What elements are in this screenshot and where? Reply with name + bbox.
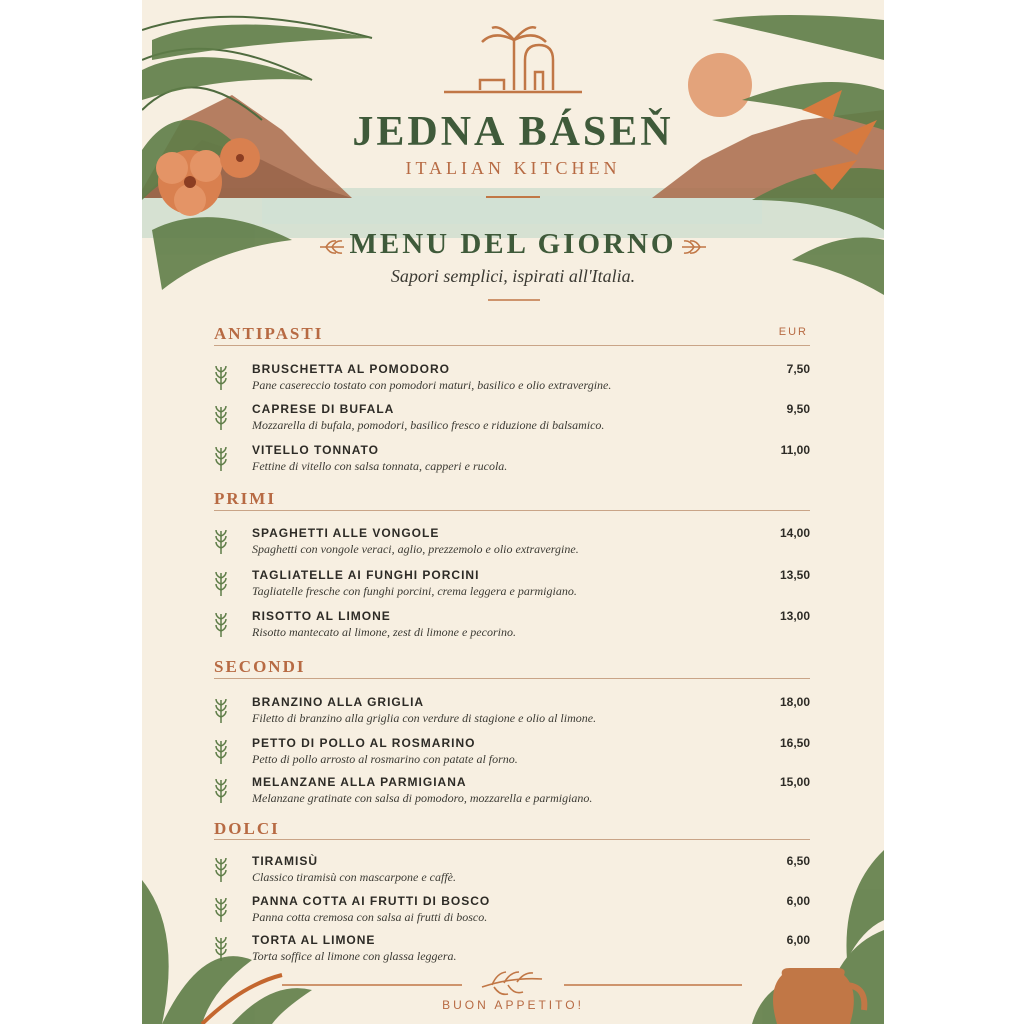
- menu-item: [214, 362, 810, 402]
- menu-item: [214, 526, 810, 566]
- item-name: BRUSCHETTA AL POMODORO: [252, 362, 450, 376]
- leaf-sprig-icon: [214, 404, 228, 430]
- item-description: Risotto mantecato al limone, zest di limone e pecorino.: [252, 625, 516, 639]
- section-divider: [214, 839, 810, 840]
- restaurant-name: JEDNA BÁSEŇ: [352, 109, 674, 155]
- section-title-primi: PRIMI: [214, 489, 276, 508]
- menu-item: [214, 568, 810, 608]
- leaf-sprig-icon: [214, 935, 228, 961]
- item-name: TAGLIATELLE AI FUNGHI PORCINI: [252, 568, 480, 582]
- menu-item: [214, 443, 810, 483]
- leaf-sprig-icon: [214, 570, 228, 596]
- section-title-secondi: SECONDI: [214, 657, 306, 676]
- item-price: 13,00: [779, 609, 810, 623]
- section-title-antipasti: ANTIPASTI: [214, 324, 324, 343]
- item-description: Petto di pollo arrosto al rosmarino con patate al forno.: [252, 752, 518, 766]
- menu-item: [214, 894, 810, 934]
- item-price: 18,00: [779, 695, 810, 709]
- leaf-sprig-icon: [214, 611, 228, 637]
- item-price: 6,50: [786, 854, 810, 868]
- menu-item: [214, 609, 810, 649]
- restaurant-subtitle: ITALIAN KITCHEN: [405, 158, 621, 178]
- leaf-sprig-icon: [214, 777, 228, 803]
- item-name: RISOTTO AL LIMONE: [252, 609, 391, 623]
- footer-text: BUON APPETITO!: [442, 998, 584, 1012]
- currency-label: EUR: [778, 326, 808, 338]
- item-description: Filetto di branzino alla griglia con verdure di stagione e olio al limone.: [252, 711, 597, 725]
- item-name: SPAGHETTI ALLE VONGOLE: [252, 526, 440, 540]
- menu-item: [214, 775, 810, 815]
- section-title-dolci: DOLCI: [214, 819, 280, 838]
- section-divider: [214, 678, 810, 679]
- leaf-sprig-icon: [214, 364, 228, 390]
- item-description: Pane casereccio tostato con pomodori maturi, basilico e olio extravergine.: [252, 378, 612, 392]
- item-name: CAPRESE DI BUFALA: [252, 402, 395, 416]
- item-price: 6,00: [786, 933, 810, 947]
- leaf-sprig-icon: [214, 528, 228, 554]
- item-name: TORTA AL LIMONE: [252, 933, 376, 947]
- item-description: Classico tiramisù con mascarpone e caffè.: [252, 870, 456, 884]
- menu-item: [214, 736, 810, 776]
- item-description: Torta soffice al limone con glassa leggera.: [252, 949, 457, 963]
- item-description: Spaghetti con vongole veraci, aglio, prezzemolo e olio extravergine.: [252, 542, 579, 556]
- item-description: Panna cotta cremosa con salsa ai frutti di bosco.: [252, 910, 488, 924]
- item-price: 15,00: [779, 775, 810, 789]
- item-name: TIRAMISÙ: [252, 854, 318, 868]
- menu-item: [214, 402, 810, 442]
- section-divider: [214, 510, 810, 511]
- item-price: 11,00: [780, 443, 810, 457]
- menu-page: [142, 0, 884, 1024]
- item-price: 14,00: [779, 526, 810, 540]
- leaf-sprig-icon: [214, 445, 228, 471]
- leaf-sprig-icon: [214, 896, 228, 922]
- item-name: BRANZINO ALLA GRIGLIA: [252, 695, 425, 709]
- item-description: Melanzane gratinate con salsa di pomodoro, mozzarella e parmigiano.: [252, 791, 593, 805]
- item-price: 9,50: [786, 402, 810, 416]
- item-name: VITELLO TONNATO: [252, 443, 380, 457]
- item-price: 6,00: [786, 894, 810, 908]
- item-price: 7,50: [786, 362, 810, 376]
- item-description: Mozzarella di bufala, pomodori, basilico fresco e riduzione di balsamico.: [252, 418, 605, 432]
- item-name: PANNA COTTA AI FRUTTI DI BOSCO: [252, 894, 491, 908]
- menu-title: MENU DEL GIORNO: [349, 228, 677, 260]
- item-description: Tagliatelle fresche con funghi porcini, crema leggera e parmigiano.: [252, 584, 577, 598]
- item-price: 16,50: [779, 736, 810, 750]
- section-divider: [214, 345, 810, 346]
- menu-tagline: Sapori semplici, ispirati all'Italia.: [390, 266, 636, 286]
- leaf-sprig-icon: [214, 738, 228, 764]
- leaf-sprig-icon: [214, 856, 228, 882]
- menu-item: [214, 854, 810, 894]
- leaf-sprig-icon: [214, 697, 228, 723]
- menu-item: [214, 695, 810, 735]
- menu-item: [214, 933, 810, 973]
- item-description: Fettine di vitello con salsa tonnata, capperi e rucola.: [252, 459, 508, 473]
- item-name: PETTO DI POLLO AL ROSMARINO: [252, 736, 476, 750]
- item-name: MELANZANE ALLA PARMIGIANA: [252, 775, 467, 789]
- item-price: 13,50: [779, 568, 810, 582]
